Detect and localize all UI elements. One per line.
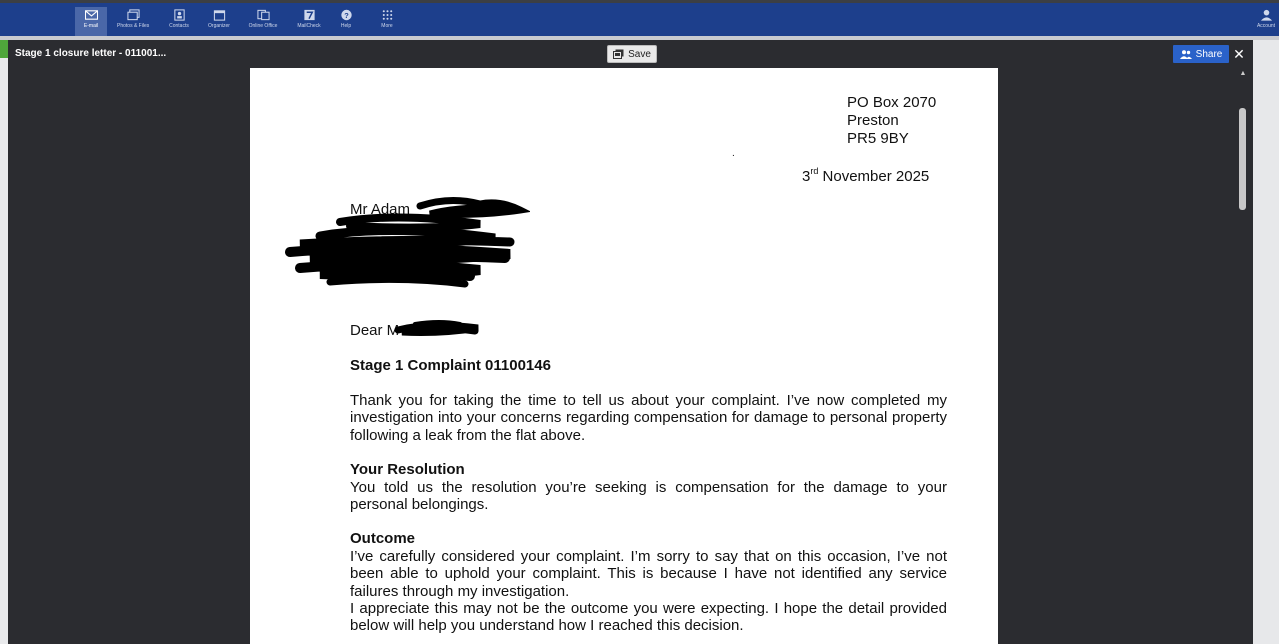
save-label: Save — [628, 48, 651, 60]
address-line: PO Box 2070 — [847, 94, 937, 111]
save-icon — [613, 49, 624, 59]
nav-help[interactable] — [330, 7, 362, 37]
svg-text:?: ? — [343, 10, 349, 20]
outcome-heading: Outcome — [350, 530, 416, 547]
right-background-strip — [1253, 40, 1279, 644]
resolution-paragraph: You told us the resolution you’re seeking is compensation for the damage to your personal belongings. — [350, 479, 947, 514]
date-day: 3 — [802, 168, 811, 185]
resolution-heading: Your Resolution — [350, 461, 465, 478]
address-line: Preston — [847, 112, 899, 129]
account-label: Account — [1256, 23, 1276, 29]
letter-date — [802, 166, 929, 185]
mailcheck-icon — [303, 9, 316, 21]
close-icon[interactable]: ✕ — [1233, 46, 1245, 62]
share-button[interactable] — [1173, 45, 1229, 63]
nav-photos-label: Photos & Files — [117, 23, 150, 29]
nav-email-label: E-mail — [83, 23, 99, 29]
nav-contacts[interactable] — [163, 7, 195, 37]
scrollbar-thumb[interactable] — [1239, 108, 1246, 210]
nav-organizer[interactable] — [203, 7, 235, 37]
nav-mailcheck[interactable] — [293, 7, 325, 37]
nav-help-label: Help — [340, 23, 352, 29]
people-icon — [1180, 50, 1192, 59]
document-page — [250, 68, 998, 644]
stray-mark: . — [732, 148, 735, 159]
redaction-mark — [280, 194, 530, 289]
document-title: Stage 1 closure letter - 011001... — [15, 48, 167, 59]
date-month-year: November 2025 — [818, 168, 930, 185]
nav-online-office[interactable] — [247, 7, 279, 37]
date-suffix: rd — [810, 166, 819, 176]
nav-organizer-label: Organizer — [208, 23, 230, 29]
redaction-mark — [390, 318, 490, 338]
help-icon — [340, 9, 353, 21]
office-icon — [257, 9, 270, 21]
nav-mailcheck-label: MailCheck — [297, 23, 321, 29]
nav-email[interactable] — [75, 7, 107, 37]
document-viewer — [8, 40, 1253, 644]
salutation: Dear M — [350, 322, 400, 339]
nav-office-label: Online Office — [248, 23, 278, 29]
sender-address — [847, 94, 936, 148]
calendar-icon — [213, 9, 226, 21]
save-button[interactable] — [607, 45, 657, 63]
outcome-paragraph-1: I’ve carefully considered your complaint. I’m sorry to say that on this occasion, I’ve not been able to uphold your complaint. This is because I have not identified any service failures through my investigation. — [350, 548, 947, 600]
nav-more[interactable] — [371, 7, 403, 37]
top-nav-bar — [0, 0, 1279, 36]
left-background-strip — [0, 40, 8, 644]
account-button[interactable] — [1253, 7, 1279, 37]
recipient-name: Mr Adam — [350, 201, 411, 218]
nav-contacts-label: Contacts — [169, 23, 189, 29]
scroll-up-icon[interactable]: ▲ — [1239, 70, 1247, 77]
contacts-icon — [173, 9, 186, 21]
folder-accent — [0, 40, 8, 58]
intro-paragraph: Thank you for taking the time to tell us about your complaint. I’ve now completed my investigation into your concerns regarding compensation for damage to personal property following a leak from the flat above. — [350, 392, 947, 444]
user-icon — [1260, 9, 1273, 21]
share-label: Share — [1195, 48, 1223, 60]
mail-icon — [85, 9, 98, 21]
address-line: PR5 9BY — [847, 130, 909, 147]
nav-photos-files[interactable] — [117, 7, 149, 37]
letter-subject: Stage 1 Complaint 01100146 — [350, 357, 551, 374]
grid-icon — [381, 9, 394, 21]
nav-more-label: More — [381, 23, 393, 29]
photos-icon — [127, 9, 140, 21]
outcome-paragraph-2: I appreciate this may not be the outcome you were expecting. I hope the detail provided below will help you understand how I reached this decision. — [350, 600, 947, 635]
